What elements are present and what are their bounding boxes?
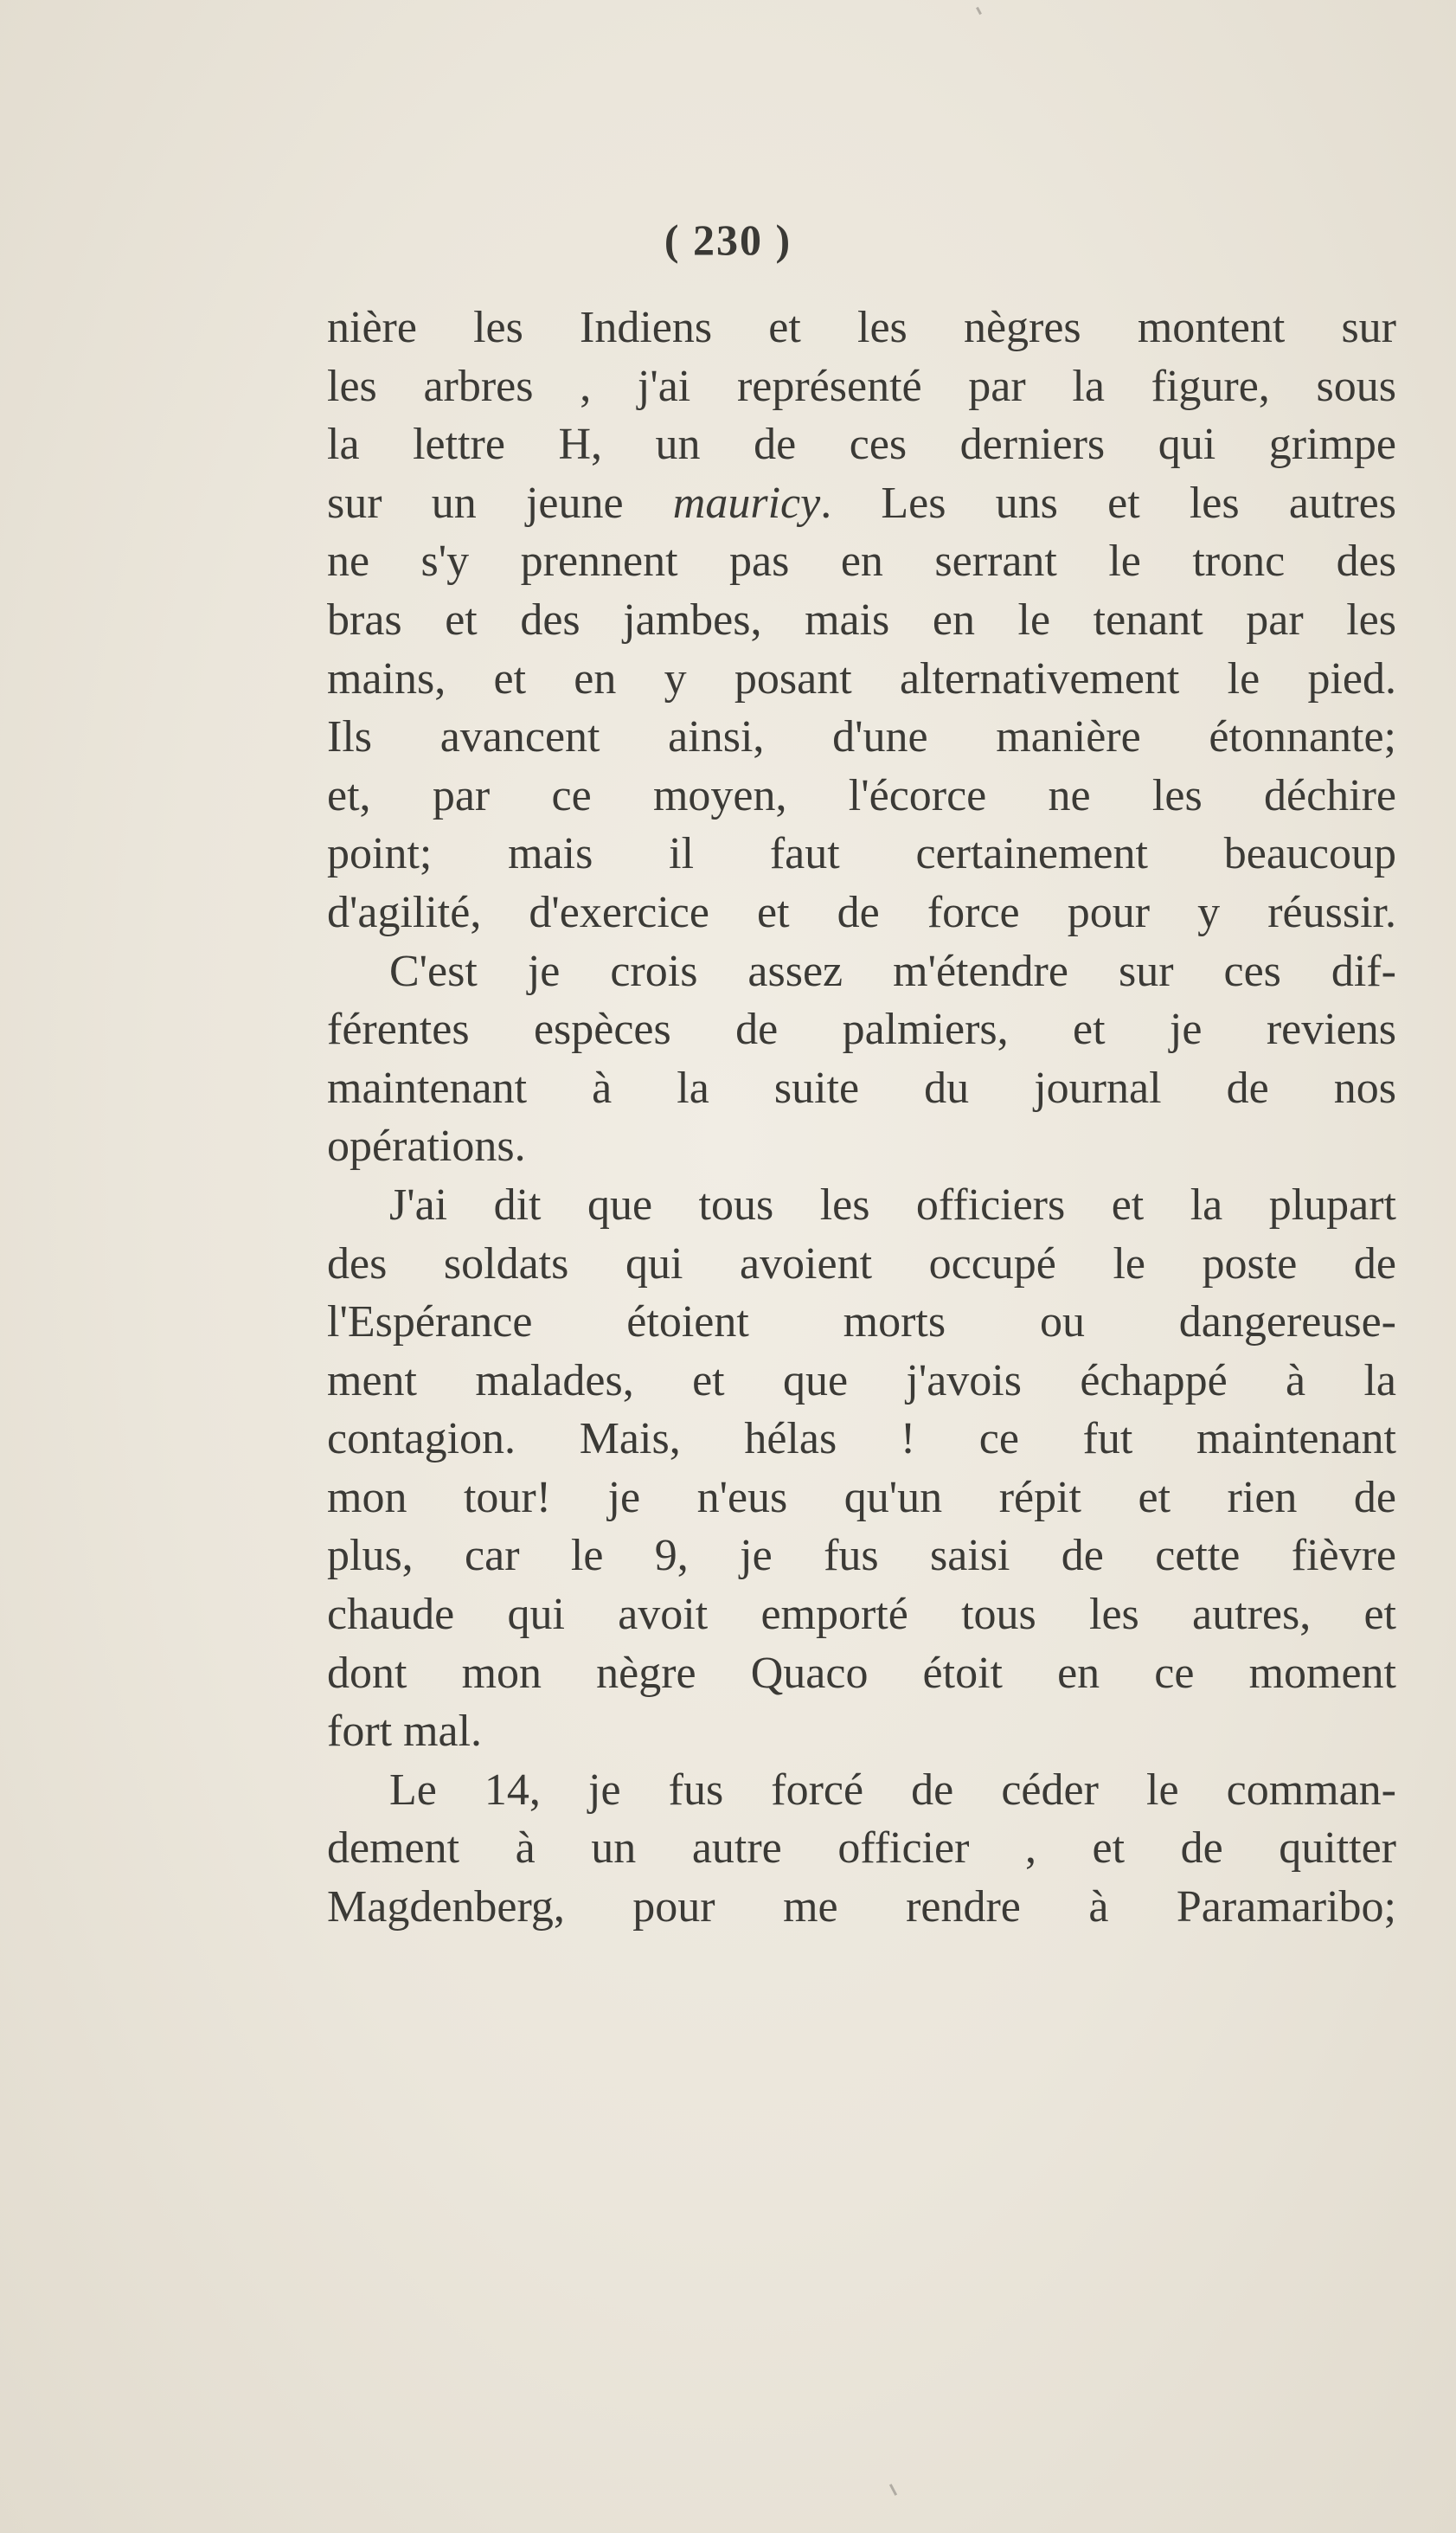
text-line: mon tour! je n'eus qu'un répit et rien de [327,1472,1396,1522]
text-line: J'ai dit que tous les officiers et la plupart [389,1180,1396,1230]
text-line: fort mal. [327,1707,483,1757]
text-line: maintenant à la suite du journal de nos [327,1063,1396,1113]
italic-word: mauricy [672,478,821,528]
text-line: Ils avancent ainsi, d'une manière étonnante; [327,712,1396,762]
paper-speck [889,2484,897,2496]
text-line: férentes espèces de palmiers, et je reviens [327,1005,1396,1055]
text-line: C'est je crois assez m'étendre sur ces dif- [389,946,1396,996]
text-line: ne s'y prennent pas en serrant le tronc des [327,537,1396,587]
text-line: l'Espérance étoient morts ou dangereuse- [327,1297,1396,1347]
text-line: plus, car le 9, je fus saisi de cette fièvre [327,1531,1396,1581]
text-line: point; mais il faut certainement beaucoup [327,829,1396,879]
text-line: les arbres , j'ai représenté par la figure, sous [327,361,1396,411]
text-line: opérations. [327,1122,526,1172]
text-line: contagion. Mais, hélas ! ce fut maintenant [327,1414,1396,1464]
body-text [327,299,1396,1937]
text-line [327,474,1396,533]
text-line: et, par ce moyen, l'écorce ne les déchire [327,770,1396,820]
text-line: d'agilité, d'exercice et de force pour y réussir. [327,887,1396,937]
text-line: mains, et en y posant alternativement le pied. [327,653,1396,704]
text-line: dont mon nègre Quaco étoit en ce moment [327,1648,1396,1698]
text-line: bras et des jambes, mais en le tenant par les [327,595,1396,645]
text-line: Le 14, je fus forcé de céder le comman- [389,1765,1396,1815]
text-segment: . Les uns et les autres [820,478,1396,528]
text-line: nière les Indiens et les nègres montent sur [327,303,1396,352]
text-line: des soldats qui avoient occupé le poste de [327,1238,1396,1289]
text-segment: sur un jeune [327,478,673,528]
text-line: dement à un autre officier , et de quitter [327,1823,1396,1874]
paper-speck [976,7,982,15]
page-number: ( 230 ) [664,215,792,264]
text-line: la lettre H, un de ces derniers qui grimpe [327,420,1396,470]
text-line: chaude qui avoit emporté tous les autres, et [327,1590,1396,1640]
text-line: Magdenberg, pour me rendre à Paramaribo; [327,1882,1396,1932]
text-line: ment malades, et que j'avois échappé à la [327,1355,1396,1405]
